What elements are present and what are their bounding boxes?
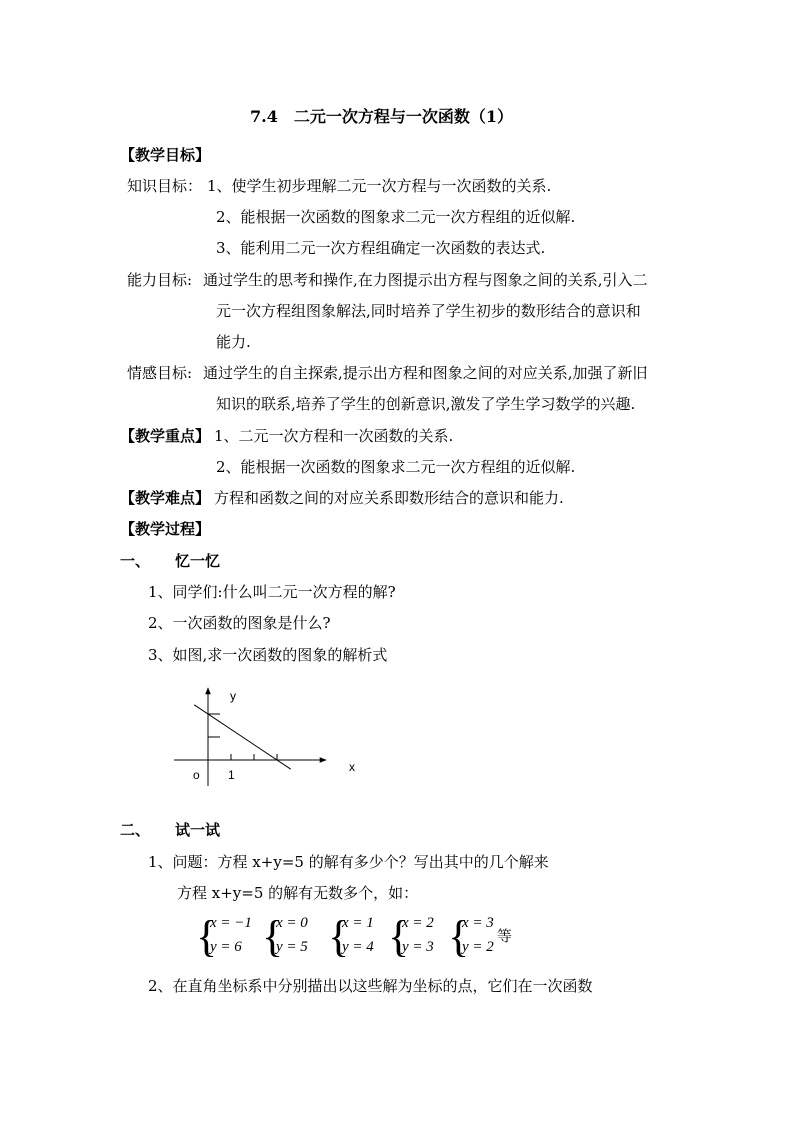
x-axis-label: x <box>349 760 355 774</box>
key-points-heading: 【教学重点】 <box>120 427 211 445</box>
section-1-item-2: 2、一次函数的图象是什么? <box>148 614 331 632</box>
knowledge-goal-3: 3、能利用二元一次方程组确定一次函数的表达式. <box>216 239 546 257</box>
section-2-question-2: 2、在直角坐标系中分别描出以这些解为坐标的点，它们在一次函数 <box>148 977 593 995</box>
knowledge-goal-2: 2、能根据一次函数的图象求二元一次方程组的近似解. <box>216 208 576 226</box>
solution-2-x: x = 0 <box>276 915 308 931</box>
etc-text: 等 <box>497 927 513 945</box>
emotion-goal-line-1: 通过学生的自主探索,提示出方程和图象之间的对应关系,加强了新旧 <box>203 364 648 382</box>
section-1-title: 忆一忆 <box>175 552 221 570</box>
ability-goal-line-2: 元一次方程组图象解法,同时培养了学生初步的数形结合的意识和 <box>216 302 641 320</box>
section-2-question-1: 1、问题：方程 x+y=5 的解有多少个？写出其中的几个解来 <box>148 853 549 871</box>
origin-label: o <box>193 768 200 782</box>
page-title: 7.4 二元一次方程与一次函数（1） <box>250 107 513 126</box>
section-2-title: 试一试 <box>175 821 221 839</box>
solution-1-y: y = 6 <box>210 939 242 955</box>
solution-3-x: x = 1 <box>342 915 374 931</box>
x-tick-label-1: 1 <box>228 768 235 782</box>
ability-goal-line-3: 能力. <box>216 333 251 351</box>
key-point-1: 1、二元一次方程和一次函数的关系. <box>214 427 454 445</box>
section-2-number: 二、 <box>120 821 151 839</box>
solution-5-y: y = 2 <box>462 939 494 955</box>
emotion-goal-label: 情感目标: <box>127 364 193 382</box>
process-heading: 【教学过程】 <box>120 520 211 538</box>
teaching-goals-heading: 【教学目标】 <box>120 146 211 164</box>
section-1-item-3: 3、如图,求一次函数的图象的解析式 <box>148 646 388 664</box>
solution-4-y: y = 3 <box>402 939 434 955</box>
section-2-answer-1: 方程 x+y=5 的解有无数多个，如： <box>177 884 419 902</box>
difficulty-heading: 【教学难点】 <box>120 489 211 507</box>
section-1-number: 一、 <box>120 552 151 570</box>
linear-function-graph <box>160 680 370 790</box>
solution-2-y: y = 5 <box>276 939 308 955</box>
difficulty-text: 方程和函数之间的对应关系即数形结合的意识和能力. <box>214 489 564 507</box>
key-point-2: 2、能根据一次函数的图象求二元一次方程组的近似解. <box>216 458 576 476</box>
solution-4-x: x = 2 <box>402 915 434 931</box>
knowledge-goal-label: 知识目标： <box>127 177 203 195</box>
section-1-item-1: 1、同学们:什么叫二元一次方程的解? <box>148 583 396 601</box>
solution-3-y: y = 4 <box>342 939 374 955</box>
solution-5-x: x = 3 <box>462 915 494 931</box>
ability-goal-label: 能力目标: <box>127 271 193 289</box>
y-axis-label: y <box>230 689 236 703</box>
solution-1-x: x = −1 <box>210 915 252 931</box>
knowledge-goal-1: 1、使学生初步理解二元一次方程与一次函数的关系. <box>207 177 552 195</box>
emotion-goal-line-2: 知识的联系,培养了学生的创新意识,激发了学生学习数学的兴趣. <box>216 395 636 413</box>
ability-goal-line-1: 通过学生的思考和操作,在力图提示出方程与图象之间的关系,引入二 <box>203 271 648 289</box>
